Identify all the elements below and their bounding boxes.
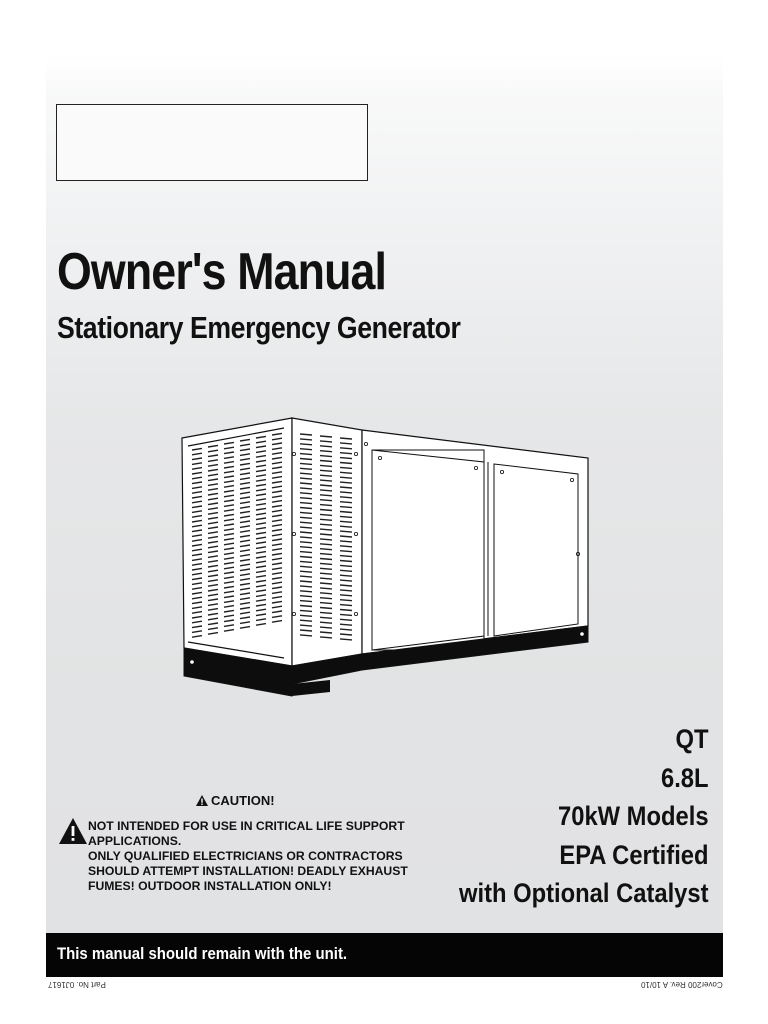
model-line: QT	[676, 724, 709, 754]
warning-triangle-icon	[196, 795, 208, 806]
caution-message	[88, 819, 428, 894]
model-line: 70kW Models	[558, 801, 709, 831]
caution-line: ONLY QUALIFIED ELECTRICIANS OR CONTRACTORS	[88, 849, 403, 863]
generator-illustration	[180, 414, 590, 704]
document-subtitle: Stationary Emergency Generator	[57, 310, 461, 345]
caution-heading-text: CAUTION!	[211, 793, 275, 808]
footer-notice: This manual should remain with the unit.	[57, 944, 348, 963]
model-list	[425, 720, 709, 913]
document-title: Owner's Manual	[57, 243, 387, 301]
model-line: EPA Certified	[559, 839, 709, 870]
caution-heading	[196, 793, 275, 808]
caution-line: SHOULD ATTEMPT INSTALLATION! DEADLY EXHAUST	[88, 864, 408, 878]
manual-cover	[46, 52, 723, 977]
cover-code: Cover200 Rev. A 10/10	[641, 980, 723, 989]
caution-line: NOT INTENDED FOR USE IN CRITICAL LIFE SUPPORT	[88, 819, 405, 833]
caution-line: APPLICATIONS.	[88, 834, 182, 848]
warning-triangle-icon	[59, 818, 87, 844]
cover-top-fade	[46, 52, 723, 92]
footer-notice-bar	[46, 933, 723, 977]
model-line: with Optional Catalyst	[459, 878, 709, 908]
model-line: 6.8L	[661, 762, 709, 793]
blank-label-box	[56, 104, 368, 181]
part-number: Part No. 0J1617	[48, 980, 106, 989]
caution-line: FUMES! OUTDOOR INSTALLATION ONLY!	[88, 879, 332, 893]
